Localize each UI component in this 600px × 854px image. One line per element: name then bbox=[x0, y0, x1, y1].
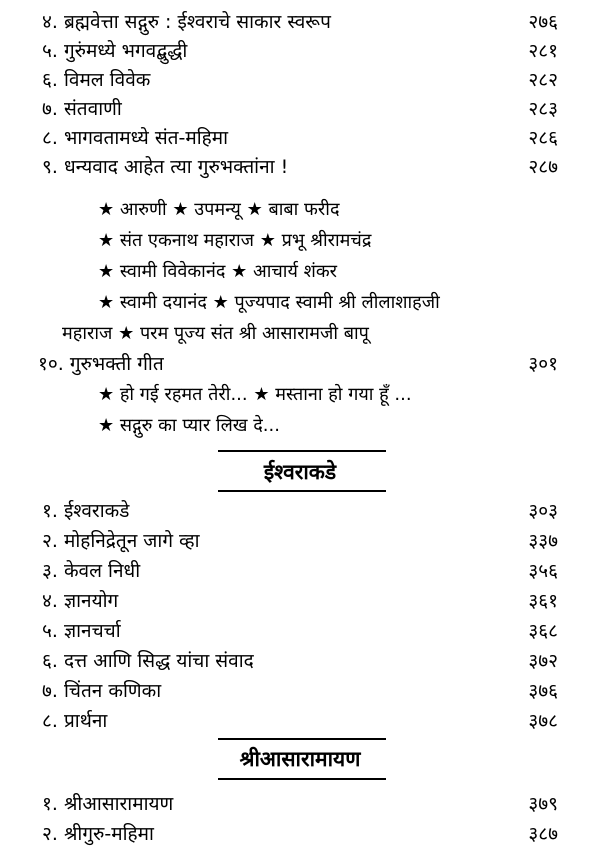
toc-entry bbox=[0, 647, 600, 676]
entry-title: ५. गुरुंमध्ये भगवद्बुद्धी bbox=[42, 40, 188, 62]
entry-title: २. मोहनिद्रेतून जागे व्हा bbox=[42, 530, 200, 552]
entry-page: ३५६ bbox=[528, 560, 558, 582]
entry-title: ७. चिंतन कणिका bbox=[42, 680, 162, 702]
entry-page: ३८७ bbox=[528, 823, 558, 845]
entry-title: ८. भागवतामध्ये संत-महिमा bbox=[42, 127, 229, 149]
entry-page: ३०३ bbox=[528, 500, 558, 522]
entry-title: ६. दत्त आणि सिद्ध यांचा संवाद bbox=[42, 650, 254, 672]
entry-title: १०. गुरुभक्ती गीत bbox=[38, 353, 164, 375]
toc-entry bbox=[0, 350, 600, 379]
toc-entry bbox=[0, 820, 600, 849]
heading-title: ईश्वराकडे bbox=[263, 460, 337, 484]
toc-entry bbox=[0, 587, 600, 616]
entry-page: २८१ bbox=[528, 40, 558, 62]
entry-page: २७६ bbox=[528, 11, 558, 33]
entry-page: २८३ bbox=[528, 98, 558, 120]
section-heading bbox=[0, 738, 600, 783]
toc-entry bbox=[0, 707, 600, 736]
toc-entry bbox=[0, 677, 600, 706]
entry-page: २८२ bbox=[528, 69, 558, 91]
entry-title: ८. प्रार्थना bbox=[42, 710, 108, 732]
entry-page: ३७८ bbox=[528, 710, 558, 732]
entry-page: ३६८ bbox=[528, 620, 558, 642]
entry-title: ४. ब्रह्मवेत्ता सद्गुरु : ईश्वराचे साकार स्वरूप bbox=[42, 11, 331, 33]
entry-title: ९. धन्यवाद आहेत त्या गुरुभक्तांना ! bbox=[42, 156, 289, 178]
entry-page: ३३७ bbox=[528, 530, 558, 552]
entry-page: ३७२ bbox=[528, 650, 558, 672]
entry-page: २८७ bbox=[528, 156, 558, 178]
entry-page: ३७६ bbox=[528, 680, 558, 702]
heading-rule-top bbox=[218, 450, 386, 452]
toc-entry bbox=[0, 37, 600, 66]
subitem-line: महाराज ★ परम पूज्य संत श्री आसारामजी बापू bbox=[62, 323, 369, 344]
entry-title: ७. संतवाणी bbox=[42, 98, 122, 120]
entry-title: ४. ज्ञानयोग bbox=[42, 590, 119, 612]
entry-page: ३६१ bbox=[528, 590, 558, 612]
entry-title: ३. केवल निधी bbox=[42, 560, 141, 582]
toc-entry bbox=[0, 557, 600, 586]
toc-entry bbox=[0, 790, 600, 819]
entry-page: ३७९ bbox=[528, 793, 558, 815]
entry-title: १. ईश्वराकडे bbox=[42, 500, 130, 522]
subitem-line: ★ स्वामी दयानंद ★ पूज्यपाद स्वामी श्री लीलाशाहजी bbox=[98, 292, 440, 313]
toc-entry bbox=[0, 66, 600, 95]
subitem-line: ★ स्वामी विवेकानंद ★ आचार्य शंकर bbox=[98, 261, 338, 282]
subitem-line: ★ आरुणी ★ उपमन्यू ★ बाबा फरीद bbox=[98, 199, 340, 220]
subitem-line: ★ संत एकनाथ महाराज ★ प्रभू श्रीरामचंद्र bbox=[98, 230, 372, 251]
entry-title: ६. विमल विवेक bbox=[42, 69, 151, 91]
entry-title: ५. ज्ञानचर्चा bbox=[42, 620, 121, 642]
entry-page: ३०१ bbox=[528, 353, 558, 375]
subitem-line: ★ सद्गुरु का प्यार लिख दे... bbox=[98, 415, 280, 436]
toc-entry bbox=[0, 617, 600, 646]
heading-rule-bottom bbox=[218, 490, 386, 492]
toc-entry bbox=[0, 153, 600, 182]
entry-title: १. श्रीआसारामायण bbox=[42, 793, 174, 815]
toc-entry bbox=[0, 95, 600, 124]
toc-entry bbox=[0, 497, 600, 526]
heading-rule-bottom bbox=[218, 778, 386, 780]
toc-entry bbox=[0, 527, 600, 556]
section-heading bbox=[0, 450, 600, 495]
heading-rule-top bbox=[218, 738, 386, 740]
toc-entry bbox=[0, 124, 600, 153]
subitem-line: ★ हो गई रहमत तेरी... ★ मस्ताना हो गया हूँ ... bbox=[98, 384, 412, 405]
entry-title: २. श्रीगुरु-महिमा bbox=[42, 823, 154, 845]
toc-entry bbox=[0, 8, 600, 37]
entry-page: २८६ bbox=[528, 127, 558, 149]
heading-title: श्रीआसारामायण bbox=[239, 747, 361, 771]
